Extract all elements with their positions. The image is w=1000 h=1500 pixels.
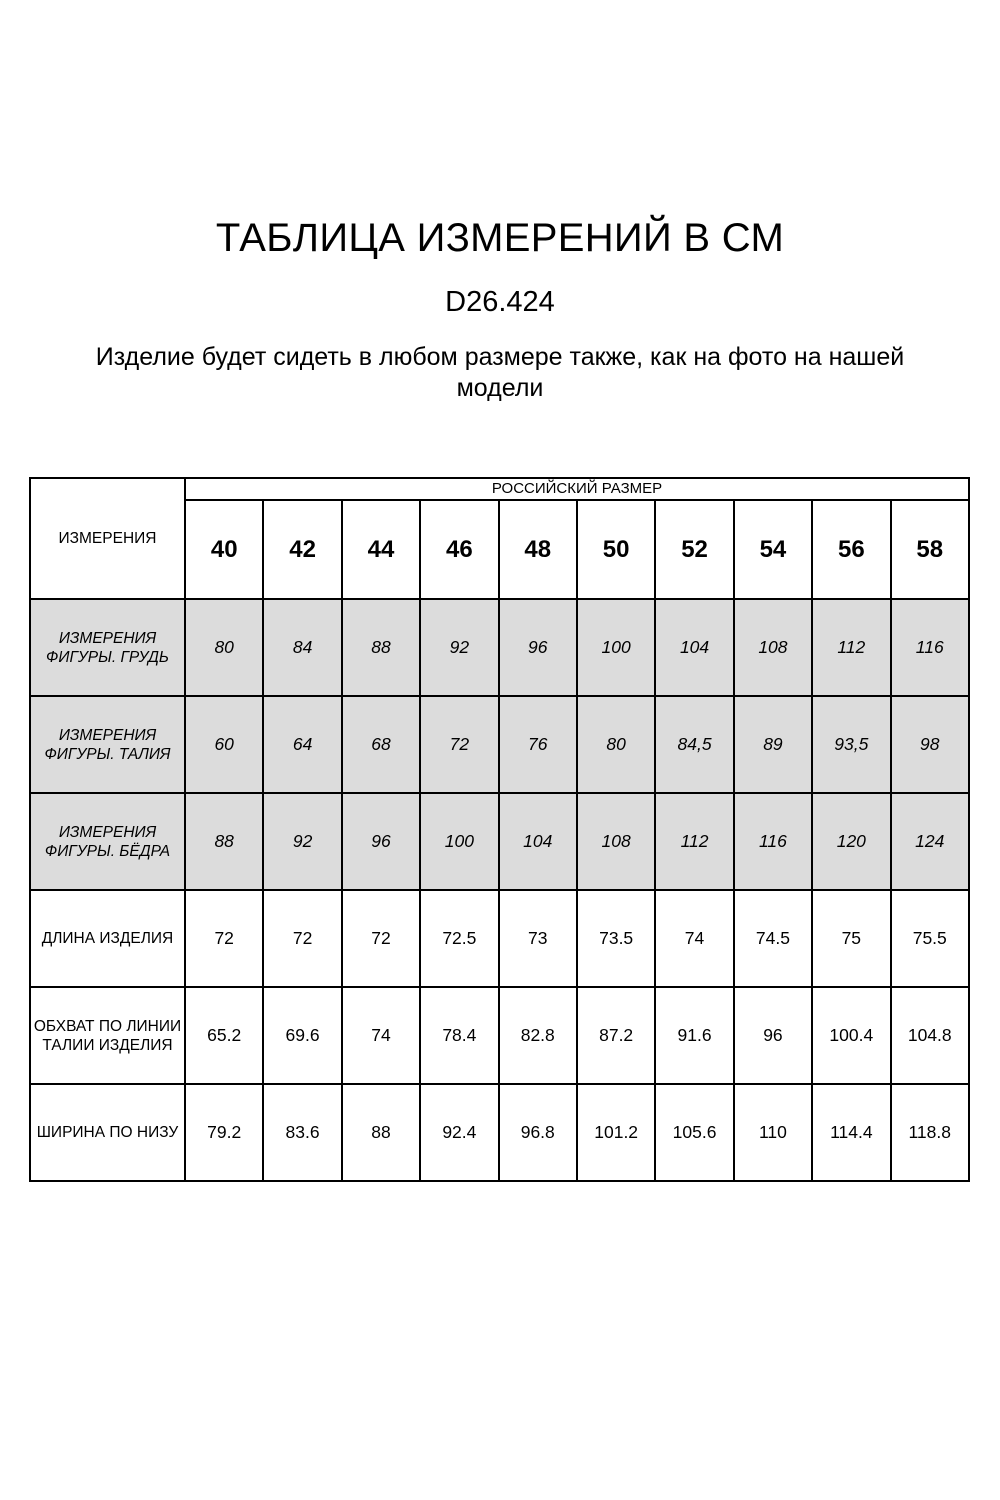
table-cell: 72 <box>185 890 263 987</box>
table-row <box>30 793 969 890</box>
table-cell: 80 <box>577 696 655 793</box>
table-cell: 92 <box>420 599 498 696</box>
table-cell: 96.8 <box>499 1084 577 1181</box>
size-header-cell: 48 <box>499 500 577 599</box>
size-header-cell: 40 <box>185 500 263 599</box>
table-cell: 80 <box>185 599 263 696</box>
table-cell: 60 <box>185 696 263 793</box>
row-label: ИЗМЕРЕНИЯ ФИГУРЫ. БЁДРА <box>30 793 185 890</box>
table-cell: 101.2 <box>577 1084 655 1181</box>
table-cell: 98 <box>891 696 969 793</box>
table-header-group-row <box>30 478 969 500</box>
size-group-header: РОССИЙСКИЙ РАЗМЕР <box>185 478 969 500</box>
table-cell: 69.6 <box>263 987 341 1084</box>
table-cell: 96 <box>499 599 577 696</box>
table-row <box>30 599 969 696</box>
table-cell: 68 <box>342 696 420 793</box>
table-cell: 100 <box>420 793 498 890</box>
table-cell: 88 <box>342 599 420 696</box>
table-cell: 78.4 <box>420 987 498 1084</box>
table-cell: 84 <box>263 599 341 696</box>
table-cell: 76 <box>499 696 577 793</box>
row-label: ОБХВАТ ПО ЛИНИИ ТАЛИИ ИЗДЕЛИЯ <box>30 987 185 1084</box>
table-cell: 110 <box>734 1084 812 1181</box>
row-label: ДЛИНА ИЗДЕЛИЯ <box>30 890 185 987</box>
row-label: ИЗМЕРЕНИЯ ФИГУРЫ. ГРУДЬ <box>30 599 185 696</box>
table-cell: 73 <box>499 890 577 987</box>
table-cell: 72 <box>342 890 420 987</box>
table-cell: 105.6 <box>655 1084 733 1181</box>
table-cell: 104 <box>655 599 733 696</box>
table-cell: 89 <box>734 696 812 793</box>
table-cell: 120 <box>812 793 890 890</box>
table-row <box>30 890 969 987</box>
table-cell: 65.2 <box>185 987 263 1084</box>
size-header-cell: 58 <box>891 500 969 599</box>
size-table <box>29 477 970 1182</box>
table-cell: 84,5 <box>655 696 733 793</box>
table-cell: 112 <box>655 793 733 890</box>
table-cell: 92 <box>263 793 341 890</box>
table-cell: 74 <box>342 987 420 1084</box>
table-body <box>30 599 969 1181</box>
table-cell: 108 <box>577 793 655 890</box>
table-cell: 64 <box>263 696 341 793</box>
table-cell: 73.5 <box>577 890 655 987</box>
corner-header: ИЗМЕРЕНИЯ <box>30 478 185 599</box>
table-cell: 82.8 <box>499 987 577 1084</box>
size-header-cell: 52 <box>655 500 733 599</box>
table-cell: 108 <box>734 599 812 696</box>
table-cell: 104.8 <box>891 987 969 1084</box>
table-cell: 96 <box>734 987 812 1084</box>
table-cell: 104 <box>499 793 577 890</box>
row-label: ШИРИНА ПО НИЗУ <box>30 1084 185 1181</box>
table-cell: 79.2 <box>185 1084 263 1181</box>
table-cell: 93,5 <box>812 696 890 793</box>
table-cell: 74 <box>655 890 733 987</box>
fit-note: Изделие будет сидеть в любом размере также, как на фото на нашей модели <box>95 343 905 402</box>
table-row <box>30 987 969 1084</box>
table-cell: 116 <box>891 599 969 696</box>
table-cell: 75.5 <box>891 890 969 987</box>
row-label: ИЗМЕРЕНИЯ ФИГУРЫ. ТАЛИЯ <box>30 696 185 793</box>
size-header-cell: 50 <box>577 500 655 599</box>
table-cell: 88 <box>185 793 263 890</box>
table-cell: 87.2 <box>577 987 655 1084</box>
size-header-cell: 44 <box>342 500 420 599</box>
table-cell: 72 <box>263 890 341 987</box>
table-cell: 116 <box>734 793 812 890</box>
article-number: D26.424 <box>445 286 555 318</box>
table-cell: 72 <box>420 696 498 793</box>
size-header-cell: 56 <box>812 500 890 599</box>
page-title: ТАБЛИЦА ИЗМЕРЕНИЙ В СМ <box>215 216 785 260</box>
table-cell: 100 <box>577 599 655 696</box>
table-cell: 100.4 <box>812 987 890 1084</box>
size-header-cell: 54 <box>734 500 812 599</box>
table-row <box>30 696 969 793</box>
table-cell: 118.8 <box>891 1084 969 1181</box>
table-cell: 112 <box>812 599 890 696</box>
size-header-cell: 46 <box>420 500 498 599</box>
table-row <box>30 1084 969 1181</box>
table-cell: 91.6 <box>655 987 733 1084</box>
table-cell: 92.4 <box>420 1084 498 1181</box>
table-cell: 72.5 <box>420 890 498 987</box>
table-cell: 83.6 <box>263 1084 341 1181</box>
table-cell: 96 <box>342 793 420 890</box>
table-cell: 74.5 <box>734 890 812 987</box>
table-cell: 114.4 <box>812 1084 890 1181</box>
table-cell: 88 <box>342 1084 420 1181</box>
table-cell: 124 <box>891 793 969 890</box>
table-cell: 75 <box>812 890 890 987</box>
size-header-cell: 42 <box>263 500 341 599</box>
